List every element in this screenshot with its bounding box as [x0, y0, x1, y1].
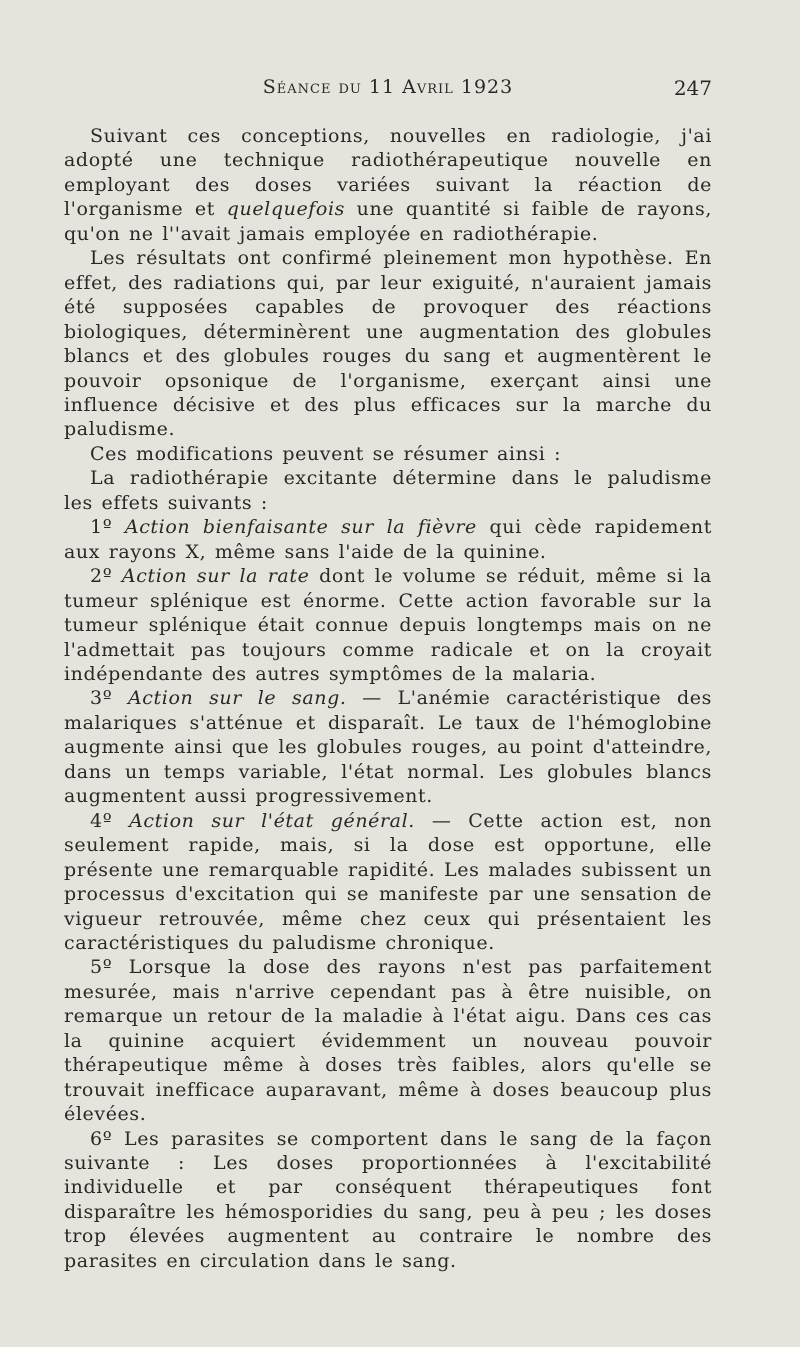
running-title: Séance du 11 Avril 1923	[262, 76, 514, 98]
list-item-5: 5º Lorsque la dose des rayons n'est pas parfaitement mesurée, mais n'arrive cependant pas à être nuisible, on remarque un retour de la maladie à l'état aigu. Dans ces cas la quinine acquiert évidemment un nouveau pouvoir thérapeutique même à doses très faibles, alors qu'elle se trouvait inefficace auparavant, même à doses beaucoup plus élevées.	[64, 956, 712, 1126]
list-item-4: 4º Action sur l'état général. — Cette action est, non seulement rapide, mais, si la dose est opportune, elle présente une remarquable rapidité. Les malades subissent un processus d'excitation qui se manifeste par une sensation de vigueur retrouvée, même chez ceux qui présentaient les caractéristiques du paludisme chronique.	[64, 809, 712, 954]
paragraph: Ces modifications peuvent se résumer ainsi :	[90, 442, 562, 465]
running-head	[64, 76, 712, 106]
body-text	[64, 124, 712, 1273]
paragraph: Les résultats ont confirmé pleinement mon hypothèse. En effet, des radiations qui, par leur exiguité, n'auraient jamais été supposées capables de provoquer des réactions biologiques, déterminèrent une augmentation des globules blancs et des globules rouges du sang et augmentèrent le pouvoir opsonique de l'organisme, exerçant ainsi une influence décisive et des plus efficaces sur la marche du paludisme.	[64, 247, 712, 441]
paragraph: La radiothérapie excitante détermine dans le paludisme les effets suivants :	[64, 467, 712, 514]
list-item-3: 3º Action sur le sang. — L'anémie caractéristique des malariques s'atténue et disparaît. Le taux de l'hémoglobine augmente ainsi que les globules rouges, au point d'atteindre, dans un temps variable, l'état normal. Les globules blancs augmentent aussi progressivement.	[64, 687, 712, 808]
page-number: 247	[673, 76, 712, 100]
list-item-2: 2º Action sur la rate dont le volume se réduit, même si la tumeur splénique est énorme. Cette action favorable sur la tumeur splénique était connue depuis longtemps mais on ne l'admettait pas toujours comme radicale et on la croyait indépendante des autres symptômes de la malaria.	[64, 565, 712, 685]
list-item-1: 1º Action bienfaisante sur la fièvre qui cède rapidement aux rayons X, même sans l'aide de la quinine.	[64, 516, 712, 563]
paragraph: Suivant ces conceptions, nouvelles en radiologie, j'ai adopté une technique radiothérapeutique nouvelle en employant des doses variées suivant la réaction de l'organisme et quelquefois une quantité si faible de rayons, qu'on ne l''avait jamais employée en radiothérapie.	[64, 125, 712, 245]
list-item-6: 6º Les parasites se comportent dans le sang de la façon suivante : Les doses proportionnées à l'excitabilité individuelle et par conséquent thérapeutiques font disparaître les hémosporidies du sang, peu à peu ; les doses trop élevées augmentent au contraire le nombre des parasites en circulation dans le sang.	[64, 1127, 712, 1272]
